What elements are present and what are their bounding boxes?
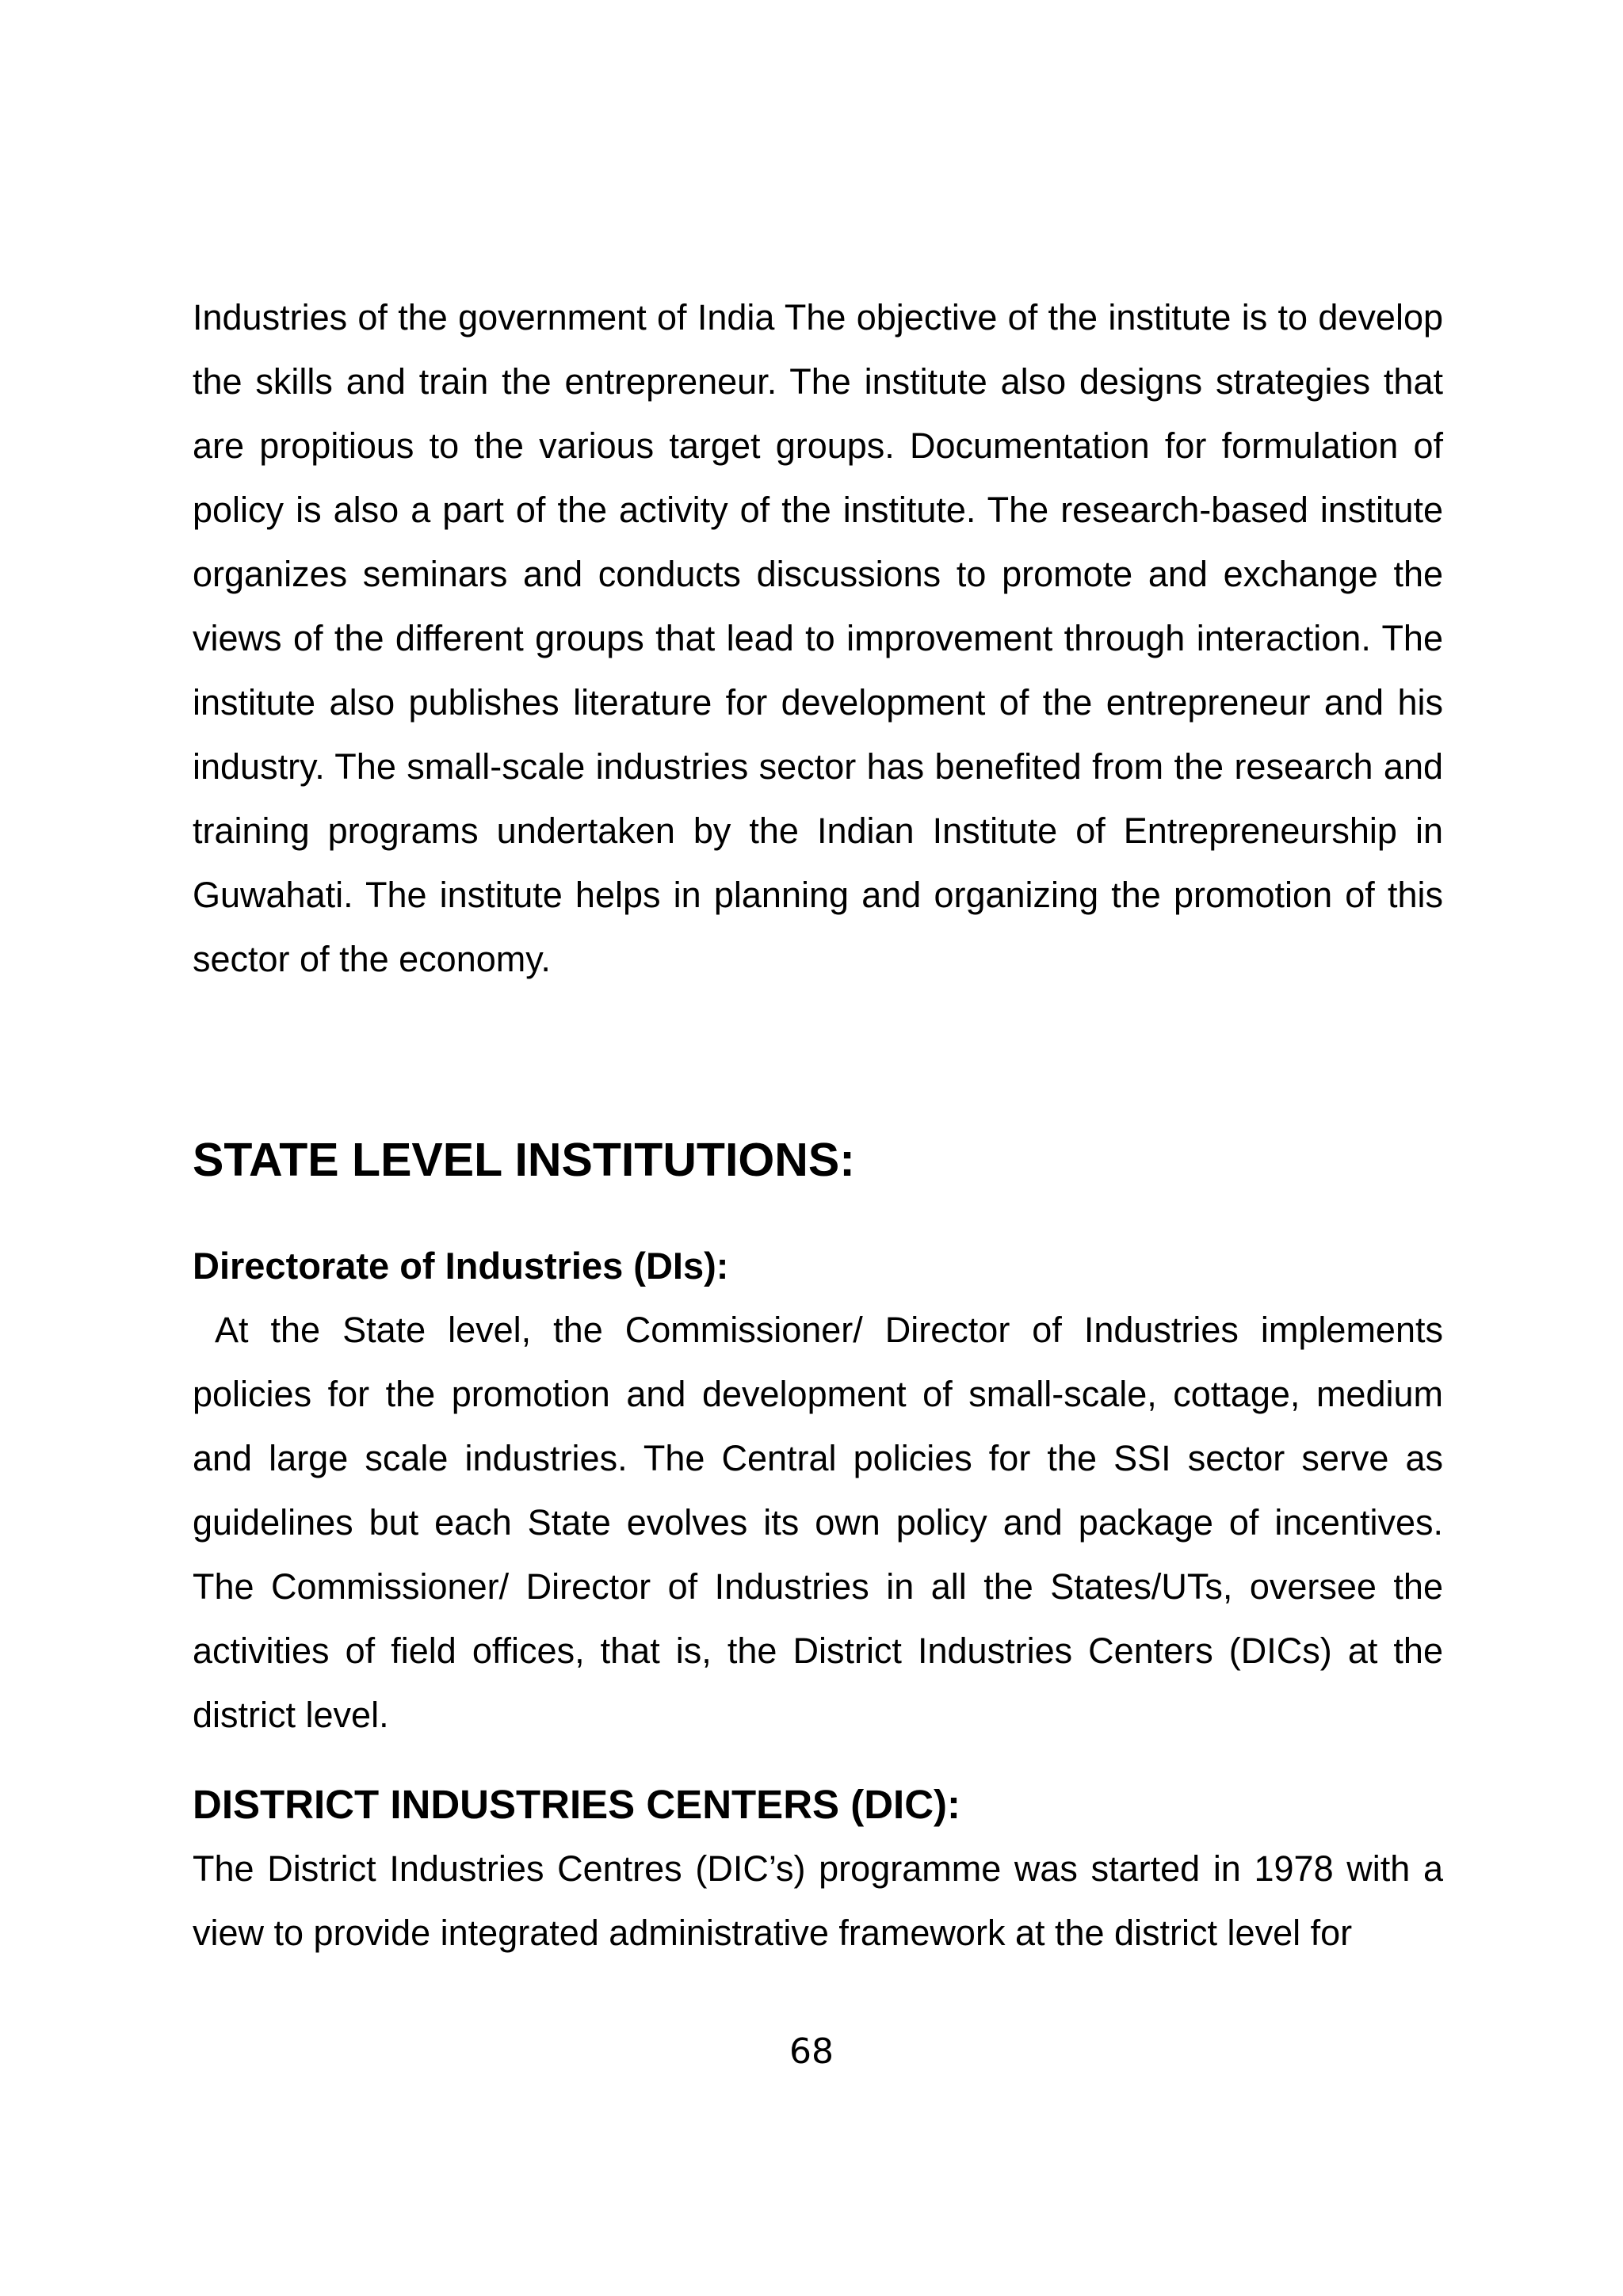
directorate-section: [193, 1298, 1453, 1747]
directorate-paragraph: At the State level, the Commissioner/ Director of Industries implements policies for the promotion and development of small-scale, cottage, medium and large scale industries. The Central policies for the SSI sector serve as guidelines but each State evolves its own policy and package of incentives. The Commissioner/ Director of Industries in all the States/UTs, oversee the activities of field offices, that is, the District Industries Centers (DICs) at the district level.: [193, 1310, 1453, 1735]
intro-section: [193, 285, 1443, 991]
state-level-institutions-heading: STATE LEVEL INSTITUTIONS:: [193, 1134, 855, 1186]
intro-paragraph: Industries of the government of India The objective of the institute is to develop the skills and train the entrepreneur. The institute also designs strategies that are propitious to the various target groups. Documentation for formulation of policy is also a part of the activity of the institute. The research-based institute organizes seminars and conducts discussions to promote and exchange the views of the different groups that lead to improvement through interaction. The institute also publishes literature for development of the entrepreneur and his industry. The small-scale industries sector has benefited from the research and training programs undertaken by the Indian Institute of Entrepreneurship in Guwahati. The institute helps in planning and organizing the promotion of this sector of the economy.: [193, 297, 1443, 979]
district-industries-centers-heading: DISTRICT INDUSTRIES CENTERS (DIC):: [193, 1782, 960, 1827]
dic-paragraph: The District Industries Centres (DIC’s) programme was started in 1978 with a view to provide integrated administrative framework at the district level for: [193, 1848, 1443, 1953]
directorate-of-industries-heading: Directorate of Industries (DIs):: [193, 1245, 729, 1287]
dic-section: [193, 1836, 1443, 1965]
page-number: 68: [789, 2031, 834, 2072]
